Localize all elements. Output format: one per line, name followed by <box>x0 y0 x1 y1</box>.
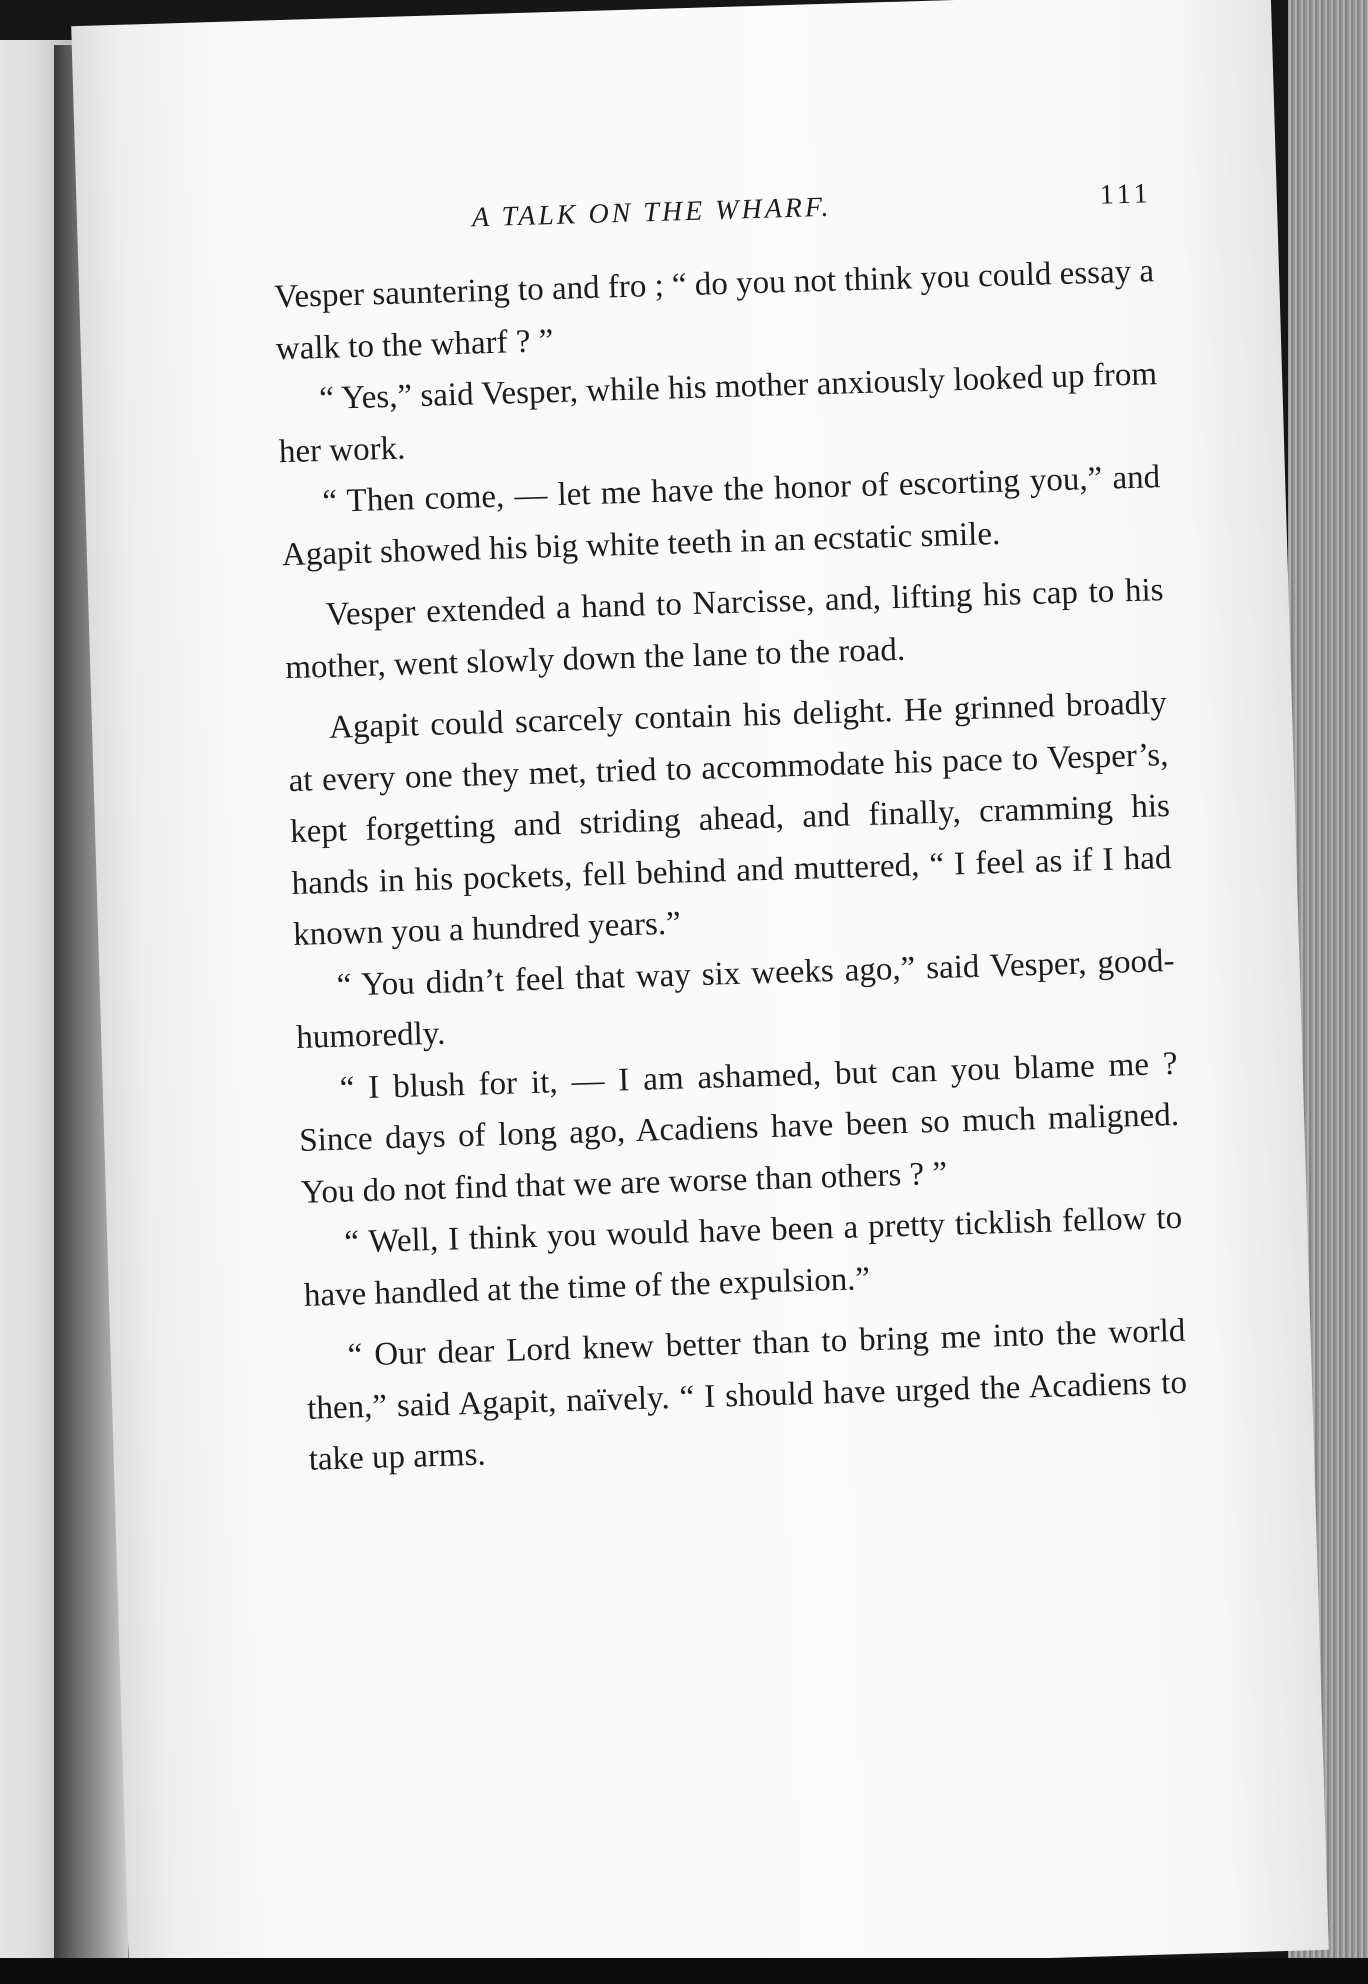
paragraph: “ Our dear Lord knew better than to bring me into the world then,” said Agapit, naïvely. “ I should have urged the Acadiens to take up arms. <box>306 1312 1188 1478</box>
page-number: 111 <box>1099 178 1153 211</box>
paragraph: “ Well, I think you would have been a pretty ticklish fellow to have handled at the time of the expulsion.” <box>303 1199 1183 1314</box>
paragraph: “ You didn’t feel that way six weeks ago,” said Vesper, good-humoredly. <box>295 942 1175 1056</box>
scan-bottom-shadow <box>0 1958 1368 1984</box>
page-header <box>271 174 1152 260</box>
paragraph: “ I blush for it, — I am ashamed, but can you blame me ? Since days of long ago, Acadiens have been so much maligned. You do not find that we are worse than others ? ” <box>298 1045 1180 1211</box>
book-page <box>71 0 1329 1984</box>
paragraph: Vesper extended a hand to Narcisse, and, lifting his cap to his mother, went slowly down the lane to the road. <box>284 572 1164 686</box>
page-text-block <box>271 174 1189 1486</box>
paragraph: “ Then come, — let me have the honor of escorting you,” and Agapit showed his big white teeth in an ecstatic smile. <box>281 459 1161 573</box>
paragraph: Vesper sauntering to and fro ; “ do you not think you could essay a walk to the wharf ? ” <box>273 253 1155 367</box>
paragraph: Agapit could scarcely contain his delight. He grinned broadly at every one they met, tried to accommodate his pace to Vesper’s, kept forgetting and striding ahead, and finally, cramming his hands in his pockets, fell behind and muttered, “ I feel as if I had known you a hundred years.” <box>288 685 1172 954</box>
paragraph: “ Yes,” said Vesper, while his mother anxiously looked up from her work. <box>278 356 1158 470</box>
running-head: A TALK ON THE WHARF. <box>471 191 832 234</box>
